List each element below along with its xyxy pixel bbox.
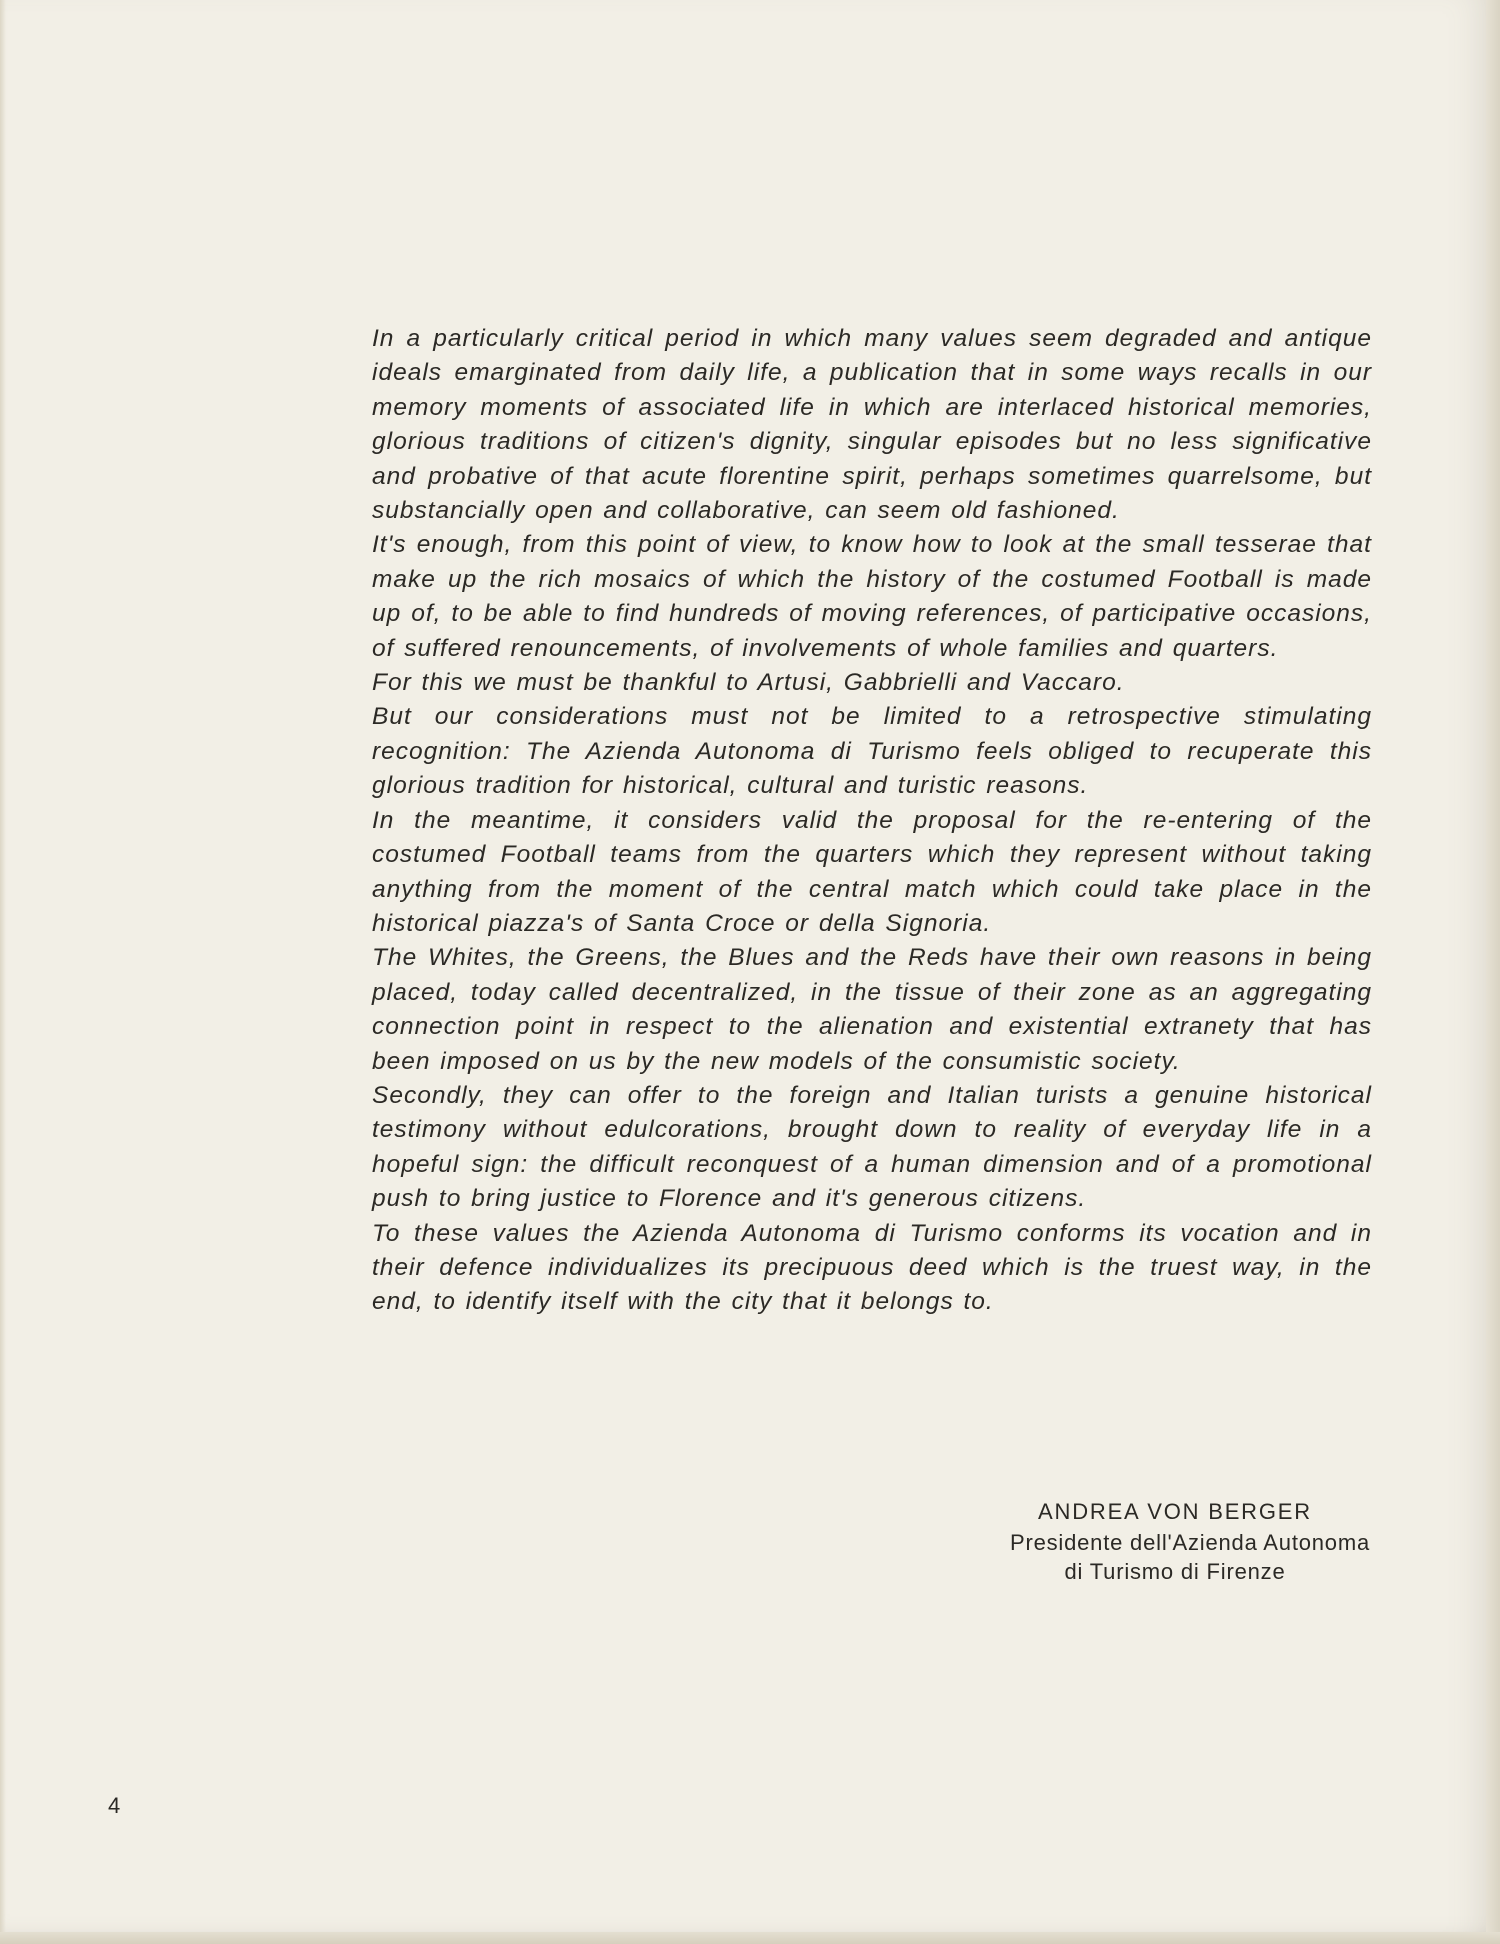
paragraph-1: In a particularly critical period in which many values seem degraded and antique ideals emarginated from daily life, a publication that in some ways recalls in our memory moments of associated life in which are interlaced historical memories, glorious traditions of citizen's dignity, singular episodes but no less significative and probative of that acute florentine spirit, perhaps sometimes quarrelsome, but substancially open and collaborative, can seem old fashioned. xyxy=(372,325,1372,525)
signature-block xyxy=(900,1497,1370,1586)
paragraph-8: To these values the Azienda Autonoma di Turismo conforms its vocation and in their defence individualizes its precipuous deed which is the truest way, in the end, to identify itself with the city that it belongs to. xyxy=(372,1219,1372,1316)
page-number: 4 xyxy=(108,1793,121,1818)
signatory-title-line2: di Turismo di Firenze xyxy=(1064,1559,1286,1584)
paragraph-4: But our considerations must not be limited to a retrospective stimulating recognition: The Azienda Autonoma di Turismo feels obliged to recuperate this glorious tradition for historical, cultural and turistic reasons. xyxy=(372,703,1372,800)
signatory-title: Presidente dell'Azienda Autonoma xyxy=(1009,1530,1370,1555)
paragraph-5: In the meantime, it considers valid the proposal for the re-entering of the costumed Football teams from the quarters which they represent without taking anything from the moment of the central match which could take place in the historical piazza's of Santa Croce or della Signoria. xyxy=(372,806,1372,937)
paragraph-6: The Whites, the Greens, the Blues and the Reds have their own reasons in being placed, today called decentralized, in the tissue of their zone as an aggregating connection point in respect to the alienation and existential extranety that has been imposed on us by the new models of the consumistic society. xyxy=(372,944,1372,1075)
paragraph-3: For this we must be thankful to Artusi, Gabbrielli and Vaccaro. xyxy=(372,669,1125,697)
paragraph-7: Secondly, they can offer to the foreign and Italian turists a genuine historical testimony without edulcorations, brought down to reality of everyday life in a hopeful sign: the difficult reconquest of a human dimension and of a promotional push to bring justice to Florence and it's generous citizens. xyxy=(372,1081,1372,1213)
preface-text xyxy=(372,322,1372,1320)
page-right-edge xyxy=(1486,0,1500,1944)
page-gutter-shadow xyxy=(0,0,6,1944)
signatory-name: ANDREA VON BERGER xyxy=(1038,1499,1312,1524)
paragraph-2: It's enough, from this point of view, to know how to look at the small tesserae that make up the rich mosaics of which the history of the costumed Football is made up of, to be able to find hundreds of moving references, of participative occasions, of suffered renouncements, of involvements of whole families and quarters. xyxy=(372,531,1372,662)
page-bottom-edge xyxy=(0,1932,1500,1944)
